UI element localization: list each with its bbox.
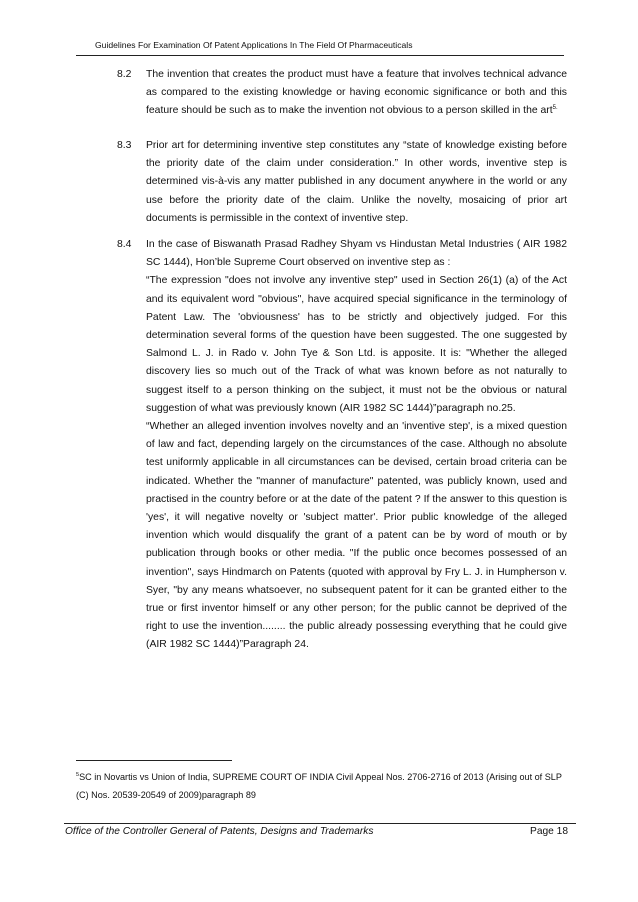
running-header: Guidelines For Examination Of Patent Applications In The Field Of Pharmaceuticals [95,40,413,50]
footnote-text: SC in Novartis vs Union of India, SUPREME COURT OF INDIA Civil Appeal Nos. 2706-2716 of 2013 (Arising out of SLP (C) Nos. 20539-20549 of 2009)paragraph 89 [76,772,562,800]
section-text: Prior art for determining inventive step constitutes any “state of knowledge existing before the priority date of the claim under consideration.” In other words, inventive step is determined vis-à-vis any matter published in any document anywhere in the world or any use before the priority date of the claim. Unlike the novelty, mosaicing of prior art documents is permissible in the context of inventive step. [146,140,567,224]
section-8-3 [117,137,567,228]
section-number: 8.4 [117,239,132,250]
section-intro: In the case of Biswanath Prasad Radhey Shyam vs Hindustan Metal Industries ( AIR 1982 SC 1444), Hon’ble Supreme Court observed on inventive step as : [146,239,567,269]
section-number: 8.2 [117,69,132,80]
section-body [146,137,567,228]
section-text: The invention that creates the product must have a feature that involves technical advance as compared to the existing knowledge or having economic significance or both and this feature should be such as to make the invention not obvious to a person skilled in the art [146,69,567,117]
footnote [76,768,566,804]
header-divider [76,55,564,56]
section-body [146,236,567,655]
footnote-marker: 5 [76,772,80,778]
footer-divider [64,823,576,824]
quote-paragraph-25: “The expression "does not involve any inventive step" used in Section 26(1) (a) of the Act and its equivalent word "obvious", have acquired special significance in the terminology of Patent Law. The 'obviousness' has to be strictly and objectively judged. For this determination several forms of the question have been suggested. The one suggested by Salmond L. J. in Rado v. John Tye & Son Ltd. is apposite. It is: "Whether the alleged discovery lies so much out of the Track of what was known before as not naturally to suggest itself to a person thinking on the subject, it must not be the obvious or natural suggestion of what was previously known (AIR 1982 SC 1444)”paragraph no.25. [146,275,567,414]
footnote-divider [76,760,232,761]
footer-office: Office of the Controller General of Patents, Designs and Trademarks [65,826,374,837]
section-8-2 [117,66,567,121]
page-number: Page 18 [530,826,568,837]
footnote-ref[interactable]: 5. [552,105,558,112]
section-number: 8.3 [117,140,132,151]
section-8-4 [117,236,567,655]
section-body [146,66,567,121]
quote-paragraph-24: “Whether an alleged invention involves novelty and an 'inventive step', is a mixed question of law and fact, depending largely on the circumstances of the case. Although no absolute test uniformly applicable in all circumstances can be devised, certain broad criteria can be indicated. Whether the "manner of manufacture" patented, was publicly known, used and practised in the country before or at the date of the patent ? If the answer to this question is 'yes', it will negative novelty or 'subject matter'. Prior public knowledge of the alleged invention which would disqualify the grant of a patent can be by word of mouth or by publication through books or other media. "If the public once becomes possessed of an invention", says Hindmarch on Patents (quoted with approval by Fry L. J. in Humpherson v. Syer, "by any means whatsoever, no subsequent patent for it can be granted either to the true or first inventor himself or any other person; for the public cannot be deprived of the right to use the invention........ the public already possessing everything that he could give (AIR 1982 SC 1444)”Paragraph 24. [146,421,567,651]
